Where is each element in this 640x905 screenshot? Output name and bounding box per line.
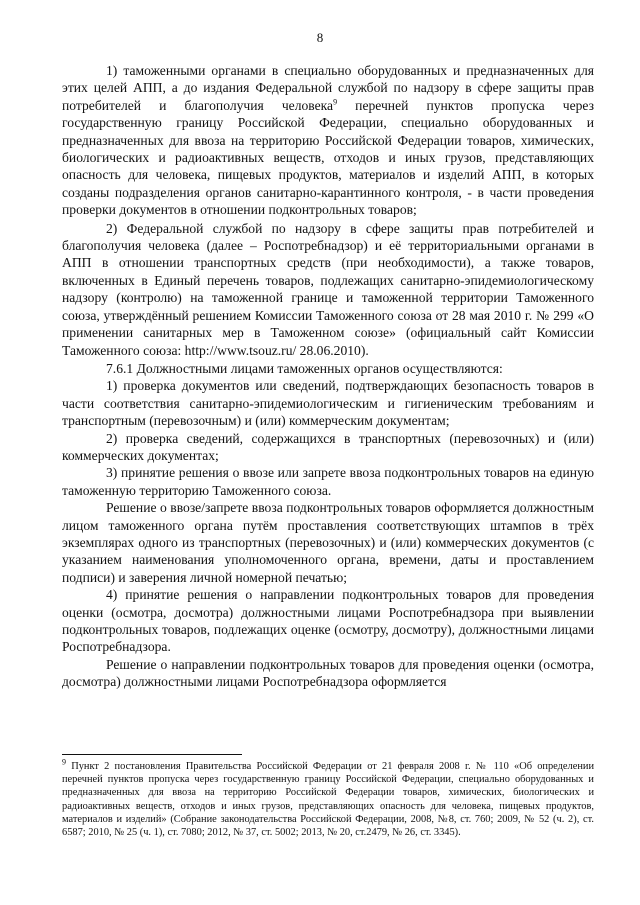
- footnote-mark: 9: [62, 757, 66, 767]
- paragraph-rospotrebnadzor: 2) Федеральной службой по надзору в сфере защиты прав потребителей и благополучия человека (далее – Роспотребнадзор) и её территориальными органами в АПП в отношении транспортных средств (при необходимости), а также товаров, включенных в Единый перечень товаров, подлежащих санитарно-эпидемиологическому надзору (контролю) на таможенной границе и таможенной территории Таможенного союза, утверждённый решением Комиссии Таможенного союза от 28 мая 2010 г. № 299 «О применении санитарных мер в Таможенном союзе» (официальный сайт Комиссии Таможенного союза: http://www.tsouz.ru/ 28.06.2010).: [62, 220, 594, 358]
- footnote: [62, 757, 594, 839]
- footnote-text: Пункт 2 постановления Правительства Российской Федерации от 21 февраля 2008 г. № 110 «Об определении перечней пунктов пропуска через государственную границу Российской Федерации, специально оборудованных и предназначенных для ввоза на территорию Российской Федерации товаров, химических, биологических и радиоактивных веществ, отходов и иных грузов, представляющих опасность для человека, пищевых продуктов, материалов и изделий» (Собрание законодательства Российской Федерации, 2008, №8, ст. 760; 2009, № 52 (ч. 2), ст. 6587; 2010, № 25 (ч. 1), ст. 7080; 2012, № 37, ст. 5002; 2013, № 20, ст.2479, № 26, ст. 3345).: [62, 761, 594, 839]
- list-item-info-check: 2) проверка сведений, содержащихся в транспортных (перевозочных) и (или) коммерческих документах;: [62, 430, 594, 463]
- paragraph-text: 1) таможенными органами в специально оборудованных и предназначенных для этих целей АПП, а до издания Федеральной службой по надзору в сфере защиты прав потребителей и благополучия человека: [62, 63, 594, 113]
- section-heading-7-6-1: 7.6.1 Должностными лицами таможенных органов осуществляются:: [106, 360, 503, 376]
- list-item-import-decision: 3) принятие решения о ввозе или запрете ввоза подконтрольных товаров на единую таможенную территорию Таможенного союза.: [62, 465, 594, 498]
- paragraph-text-continued: перечней пунктов пропуска через государственную границу Российской Федерации, специально оборудованных и предназначенных для ввоза на территорию Российской Федерации товаров, химических, биологических и радиоактивных веществ, отходов и иных грузов, представляющих опасность для человека, пищевых продуктов, материалов и изделий АПП, в которых созданы подразделения органов санитарно-карантинного контроля, - в части проведения проверки документов в отношении подконтрольных товаров;: [62, 97, 594, 218]
- page-number: 8: [316, 30, 324, 45]
- paragraph-referral-formalization: Решение о направлении подконтрольных товаров для проведения оценки (осмотра, досмотра) должностными лицами Роспотребнадзора оформляется: [62, 656, 594, 690]
- footnote-reference: 9: [333, 97, 338, 107]
- list-item-inspection-referral: 4) принятие решения о направлении подконтрольных товаров для проведения оценки (осмотра, досмотра) должностными лицами Роспотребнадзора при выявлении подконтрольных товаров, подлежащих оценке (осмотру, досмотру), должностными лицами Роспотребнадзора.: [62, 587, 594, 655]
- main-text: [62, 62, 594, 691]
- paragraph-customs-bodies: [62, 62, 594, 219]
- list-item-document-check: 1) проверка документов или сведений, подтверждающих безопасность товаров в части соответствия санитарно-эпидемиологическим и гигиеническим требованиям и транспортным (перевозочным) и (или) коммерческим документам;: [62, 378, 594, 429]
- paragraph-decision-formalization: Решение о ввозе/запрете ввоза подконтрольных товаров оформляется должностным лицом таможенного органа путём проставления соответствующих штампов в трёх экземплярах одного из транспортных (перевозочных) и (или) коммерческих документов (с указанием наименования уполномоченного органа, времени, даты и проставлением подписи) и заверения личной номерной печатью;: [62, 500, 594, 585]
- footnote-divider: [62, 754, 242, 755]
